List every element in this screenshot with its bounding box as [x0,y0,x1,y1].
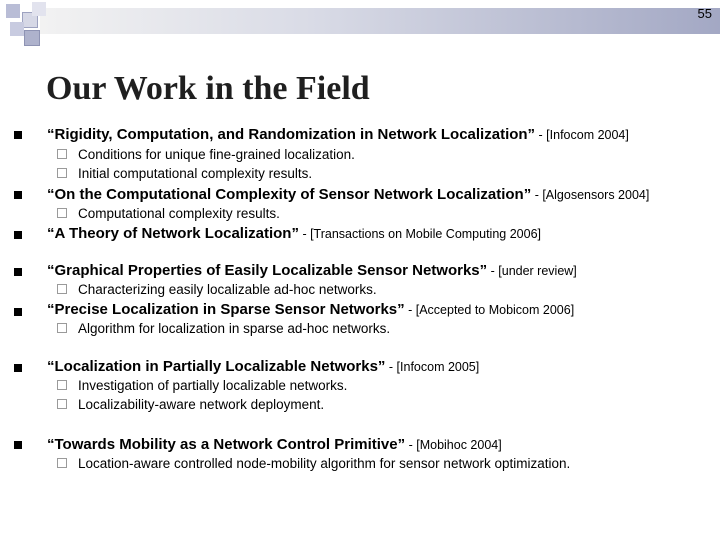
sub-item [57,456,570,471]
page-number: 55 [697,6,712,21]
sub-item-text: Location-aware controlled node-mobility algorithm for sensor network optimization. [78,456,571,471]
item-text [47,358,479,375]
sub-item [57,321,390,336]
item-text [47,225,541,242]
checkbox-icon [57,149,67,159]
paper-title: “Precise Localization in Sparse Sensor Networks” [47,301,405,318]
item-text [47,126,629,143]
header-gradient-bar [40,8,720,34]
venue: - [Infocom 2005] [385,360,480,374]
paper-title: “Localization in Partially Localizable Networks” [47,358,386,375]
corner-square [24,30,40,46]
slide-title: Our Work in the Field [46,70,370,107]
item-text [47,301,574,318]
venue: - [Algosensors 2004] [531,188,650,202]
paper-title: “Graphical Properties of Easily Localizable Sensor Networks” [47,262,488,279]
corner-square [10,22,24,36]
checkbox-icon [57,380,67,390]
venue: - [Mobihoc 2004] [405,438,502,452]
checkbox-icon [57,458,67,468]
paper-title: “Towards Mobility as a Network Control Primitive” [47,436,406,453]
checkbox-icon [57,399,67,409]
checkbox-icon [57,208,67,218]
bullet-square [14,364,22,372]
corner-square [6,4,20,18]
paper-title: “Rigidity, Computation, and Randomization in Network Localization” [47,126,536,143]
venue: - [Accepted to Mobicom 2006] [404,303,575,317]
sub-item-text: Investigation of partially localizable networks. [78,378,348,393]
corner-square [32,2,46,16]
sub-item-text: Computational complexity results. [78,206,280,221]
corner-decoration [0,0,60,60]
bullet-square [14,308,22,316]
sub-item-text: Localizability-aware network deployment. [78,397,325,412]
sub-item [57,378,347,393]
item-text [47,262,577,279]
sub-item-text: Initial computational complexity results. [78,166,313,181]
paper-title: “A Theory of Network Localization” [47,225,299,242]
checkbox-icon [57,168,67,178]
item-text [47,186,649,203]
item-text [47,436,502,453]
venue: - [Transactions on Mobile Computing 2006] [298,227,541,241]
checkbox-icon [57,284,67,294]
bullet-square [14,231,22,239]
bullet-square [14,131,22,139]
bullet-square [14,268,22,276]
sub-item [57,206,280,221]
sub-item [57,166,312,181]
paper-title: “On the Computational Complexity of Sensor Network Localization” [47,186,532,203]
checkbox-icon [57,323,67,333]
sub-item [57,282,377,297]
sub-item-text: Characterizing easily localizable ad-hoc networks. [78,282,377,297]
sub-item-text: Algorithm for localization in sparse ad-hoc networks. [78,321,391,336]
sub-item-text: Conditions for unique fine-grained localization. [78,147,355,162]
venue: - [Infocom 2004] [535,128,629,142]
sub-item [57,147,355,162]
venue: - [under review] [487,264,577,278]
bullet-square [14,441,22,449]
bullet-square [14,191,22,199]
sub-item [57,397,324,412]
